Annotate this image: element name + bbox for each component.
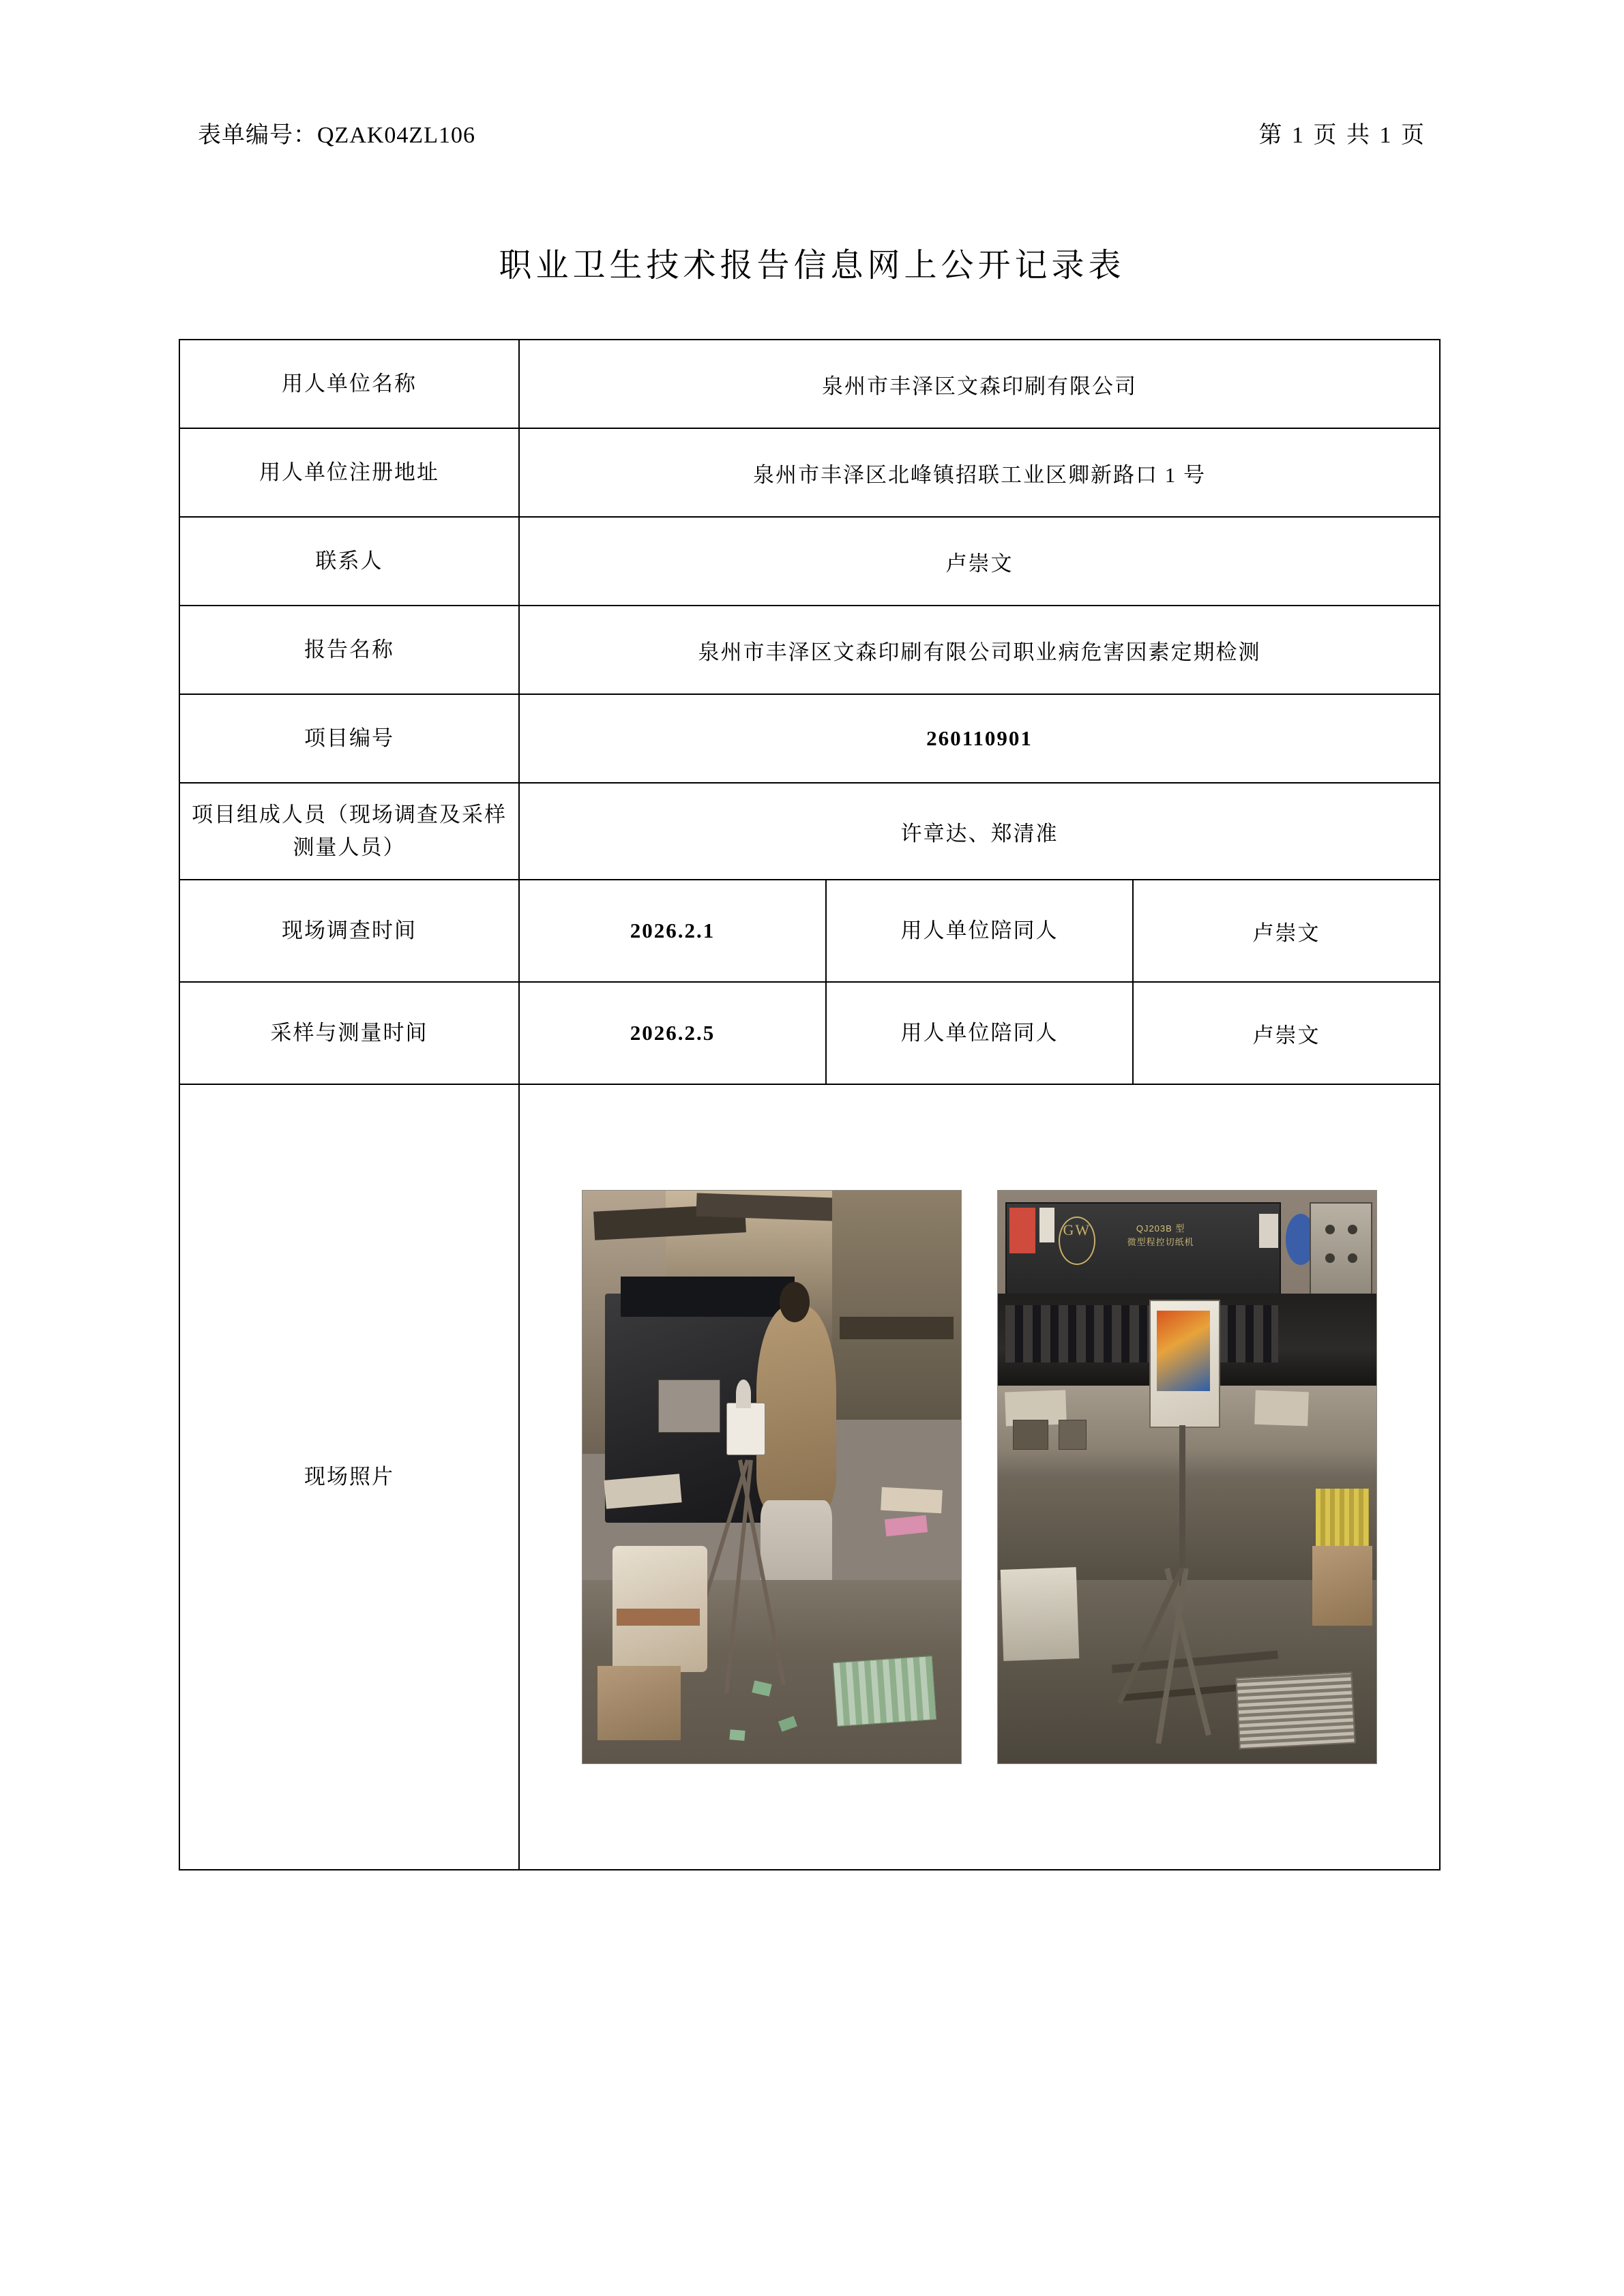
row-value-project-number: 260110901 [519,694,1440,783]
row-value-sampling-accompany: 卢崇文 [1133,982,1440,1084]
table-row [179,694,1440,783]
table-row [179,880,1440,982]
table-row [179,340,1440,428]
row-value-registered-address: 泉州市丰泽区北峰镇招联工业区卿新路口 1 号 [519,428,1440,517]
page-header [198,116,1426,149]
row-label-site-photos: 现场照片 [179,1084,519,1870]
table-row [179,1084,1440,1870]
table-row [179,982,1440,1084]
row-value-company-name: 泉州市丰泽区文森印刷有限公司 [519,340,1440,428]
site-photo-gallery [525,1183,1434,1771]
machine-model-label: QJ203B 型 微型程控切纸机 [1127,1223,1194,1247]
site-photo-printing-press [582,1190,962,1764]
form-number: 表单编号：QZAK04ZL106 [198,123,475,148]
row-label-company-name: 用人单位名称 [179,340,519,428]
row-value-site-photos [519,1084,1440,1870]
row-value-survey-accompany: 卢崇文 [1133,880,1440,982]
row-value-sampling-date: 2026.2.5 [519,982,826,1084]
table-row [179,428,1440,517]
record-table-wrapper [179,339,1441,1870]
table-row [179,783,1440,880]
page-number: 第 1 页 共 1 页 [1258,123,1426,148]
row-label-sampling-time: 采样与测量时间 [179,982,519,1084]
row-label-project-members: 项目组成人员（现场调查及采样测量人员） [179,783,519,880]
page-title: 职业卫生技术报告信息网上公开记录表 [499,248,1125,284]
record-table [179,339,1441,1870]
row-value-report-name: 泉州市丰泽区文森印刷有限公司职业病危害因素定期检测 [519,606,1440,694]
row-label-project-number: 项目编号 [179,694,519,783]
row-label-survey-time: 现场调查时间 [179,880,519,982]
row-value-project-members: 许章达、郑清准 [519,783,1440,880]
row-label-contact-person: 联系人 [179,517,519,606]
machine-brand-logo: GW [1059,1217,1095,1265]
row-value-survey-date: 2026.2.1 [519,880,826,982]
row-label-survey-accompany: 用人单位陪同人 [826,880,1133,982]
row-value-contact-person: 卢崇文 [519,517,1440,606]
row-label-report-name: 报告名称 [179,606,519,694]
row-label-sampling-accompany: 用人单位陪同人 [826,982,1133,1084]
table-row [179,517,1440,606]
table-row [179,606,1440,694]
site-photo-paper-cutter [997,1190,1377,1764]
row-label-registered-address: 用人单位注册地址 [179,428,519,517]
